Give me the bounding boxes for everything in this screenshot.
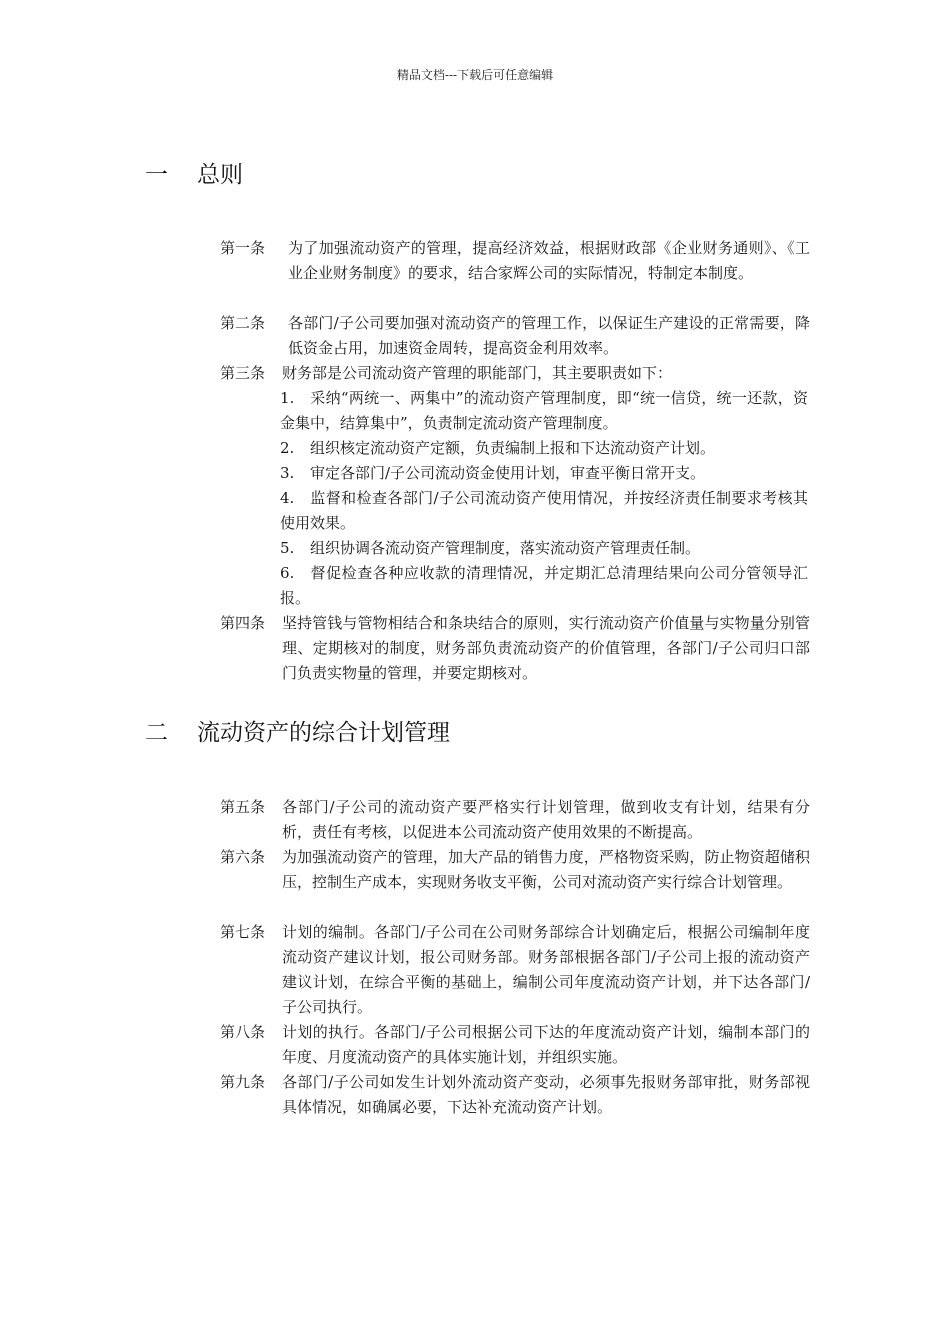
item-number: 2.: [280, 439, 295, 457]
article-label: 第六条: [220, 848, 266, 866]
section-heading-2: [145, 714, 450, 747]
duty-item-2: [280, 436, 808, 461]
article-label: 第七条: [220, 923, 266, 941]
section-title: 总则: [197, 162, 243, 188]
item-text: 监督和检查各部门/子公司流动资产使用情况，并按经济责任制要求考核其使用效果。: [280, 489, 808, 532]
item-number: 5.: [280, 539, 295, 557]
duty-item-3: [280, 461, 808, 486]
duty-item-6: [280, 561, 808, 611]
section-heading-1: [145, 156, 243, 189]
article-label: 第三条: [220, 364, 266, 382]
item-number: 4.: [280, 489, 295, 507]
duty-item-1: [280, 386, 808, 436]
article-9: [220, 1070, 810, 1120]
article-text: 各部门/子公司的流动资产要严格实行计划管理，做到收支有计划，结果有分析，责任有考核，以促进本公司流动资产使用效果的不断提高。: [282, 798, 810, 841]
section-number: 一: [145, 162, 168, 188]
article-2: [220, 311, 810, 361]
item-text: 组织协调各流动资产管理制度，落实流动资产管理责任制。: [310, 539, 701, 557]
article-6: [220, 845, 810, 895]
article-label: 第一条: [220, 239, 266, 257]
section-number: 二: [145, 720, 168, 746]
item-text: 审定各部门/子公司流动资金使用计划，审查平衡日常开支。: [310, 464, 706, 482]
article-1: [220, 236, 810, 286]
article-text: 各部门/子公司如发生计划外流动资产变动，必须事先报财务部审批，财务部视具体情况，如确属必要，下达补充流动资产计划。: [282, 1073, 810, 1116]
article-text: 各部门/子公司要加强对流动资产的管理工作，以保证生产建设的正常需要，降低资金占用，加速资金周转，提高资金利用效率。: [288, 314, 810, 357]
article-text: 坚持管钱与管物相结合和条块结合的原则，实行流动资产价值量与实物量分别管理、定期核对的制度，财务部负责流动资产的价值管理，各部门/子公司归口部门负责实物量的管理，并要定期核对。: [282, 614, 810, 682]
article-5: [220, 795, 810, 845]
article-text: 为加强流动资产的管理，加大产品的销售力度，严格物资采购，防止物资超储积压，控制生产成本，实现财务收支平衡，公司对流动资产实行综合计划管理。: [282, 848, 810, 891]
article-7: [220, 920, 810, 1020]
article-label: 第九条: [220, 1073, 266, 1091]
page-header: 精品文档---下载后可任意编辑: [396, 68, 554, 82]
duty-item-4: [280, 486, 808, 536]
article-text: 计划的执行。各部门/子公司根据公司下达的年度流动资产计划，编制本部门的年度、月度流动资产的具体实施计划，并组织实施。: [282, 1023, 810, 1066]
item-number: 6.: [280, 564, 295, 582]
article-8: [220, 1020, 810, 1070]
section-title: 流动资产的综合计划管理: [197, 720, 450, 746]
article-3: [220, 361, 810, 386]
article-text: 为了加强流动资产的管理，提高经济效益，根据财政部《企业财务通则》、《工业企业财务制度》的要求，结合家辉公司的实际情况，特制定本制度。: [288, 239, 810, 282]
article-label: 第八条: [220, 1023, 266, 1041]
article-text: 财务部是公司流动资产管理的职能部门，其主要职责如下：: [282, 364, 673, 382]
article-4: [220, 611, 810, 686]
article-label: 第五条: [220, 798, 266, 816]
item-number: 1.: [280, 389, 295, 407]
item-text: 组织核定流动资产定额，负责编制上报和下达流动资产计划。: [310, 439, 716, 457]
article-text: 计划的编制。各部门/子公司在公司财务部综合计划确定后，根据公司编制年度流动资产建议计划，报公司财务部。财务部根据各部门/子公司上报的流动资产建议计划，在综合平衡的基础上，编制公司年度流动资产计划，并下达各部门/子公司执行。: [282, 923, 810, 1016]
item-number: 3.: [280, 464, 295, 482]
article-label: 第四条: [220, 614, 266, 632]
item-text: 督促检查各种应收款的清理情况，并定期汇总清理结果向公司分管领导汇报。: [280, 564, 808, 607]
item-text: 采纳“两统一、两集中”的流动资产管理制度，即“统一信贷，统一还款，资金集中，结算集中”，负责制定流动资产管理制度。: [280, 389, 808, 432]
article-label: 第二条: [220, 314, 266, 332]
duty-item-5: [280, 536, 808, 561]
